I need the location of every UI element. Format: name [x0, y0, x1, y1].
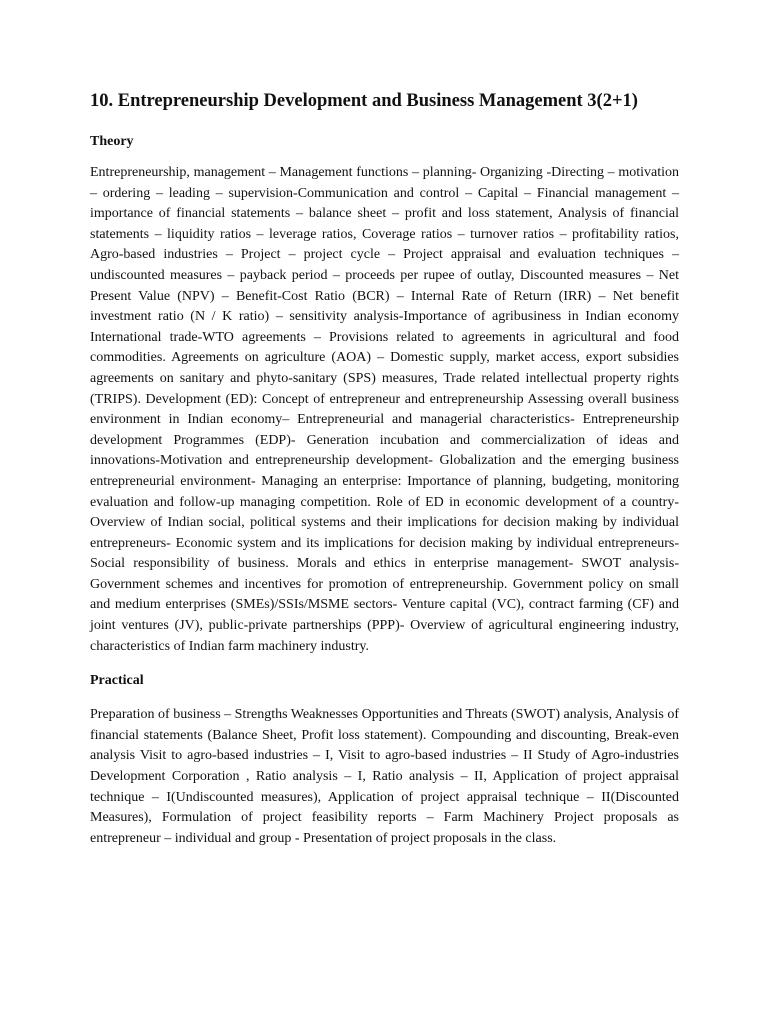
theory-paragraph: Entrepreneurship, management – Management functions – planning- Organizing -Directing – motivation – ordering – leading – supervision-Communication and control – Capital – Financial management – importance of financial statements – balance sheet – profit and loss statement, Analysis of financial statements – liquidity ratios – leverage ratios, Coverage ratios – turnover ratios – profitability ratios, Agro-based industries – Project – project cycle – Project appraisal and evaluation techniques – undiscounted measures – payback period – proceeds per rupee of outlay, Discounted measures – Net Present Value (NPV) – Benefit-Cost Ratio (BCR) – Internal Rate of Return (IRR) – Net benefit investment ratio (N / K ratio) – sensitivity analysis-Importance of agribusiness in Indian economy International trade-WTO agreements – Provisions related to agreements in agricultural and food commodities. Agreements on agriculture (AOA) – Domestic supply, market access, export subsidies agreements on sanitary and phyto-sanitary (SPS) measures, Trade related intellectual property rights (TRIPS). Development (ED): Concept of entrepreneur and entrepreneurship Assessing overall business environment in Indian economy– Entrepreneurial and managerial characteristics- Entrepreneurship development Programmes (EDP)- Generation incubation and commercialization of ideas and innovations-Motivation and entrepreneurship development- Globalization and the emerging business entrepreneurial environment- Managing an enterprise: Importance of planning, budgeting, monitoring evaluation and follow-up managing competition. Role of ED in economic development of a country- Overview of Indian social, political systems and their implications for decision making by individual entrepreneurs- Economic system and its implications for decision making by individual entrepreneurs- Social responsibility of business. Morals and ethics in enterprise management- SWOT analysis- Government schemes and incentives for promotion of entrepreneurship. Government policy on small and medium enterprises (SMEs)/SSIs/MSME sectors- Venture capital (VC), contract farming (CF) and joint ventures (JV), public-private partnerships (PPP)- Overview of agricultural engineering industry, characteristics of Indian farm machinery industry. [90, 165, 679, 654]
practical-paragraph: Preparation of business – Strengths Weaknesses Opportunities and Threats (SWOT) analysis, Analysis of financial statements (Balance Sheet, Profit loss statement). Compounding and discounting, Break-even analysis Visit to agro-based industries – I, Visit to agro-based industries – II Study of Agro-industries Development Corporation , Ratio analysis – I, Ratio analysis – II, Application of project appraisal technique – I(Undiscounted measures), Application of project appraisal technique – II(Discounted Measures), Formulation of project feasibility reports – Farm Machinery Project proposals as entrepreneur – individual and group - Presentation of project proposals in the class. [90, 707, 679, 846]
practical-heading: Practical [90, 673, 144, 689]
page-title: 10. Entrepreneurship Development and Business Management 3(2+1) [90, 91, 638, 111]
document-page [90, 88, 679, 849]
theory-heading: Theory [90, 134, 134, 149]
